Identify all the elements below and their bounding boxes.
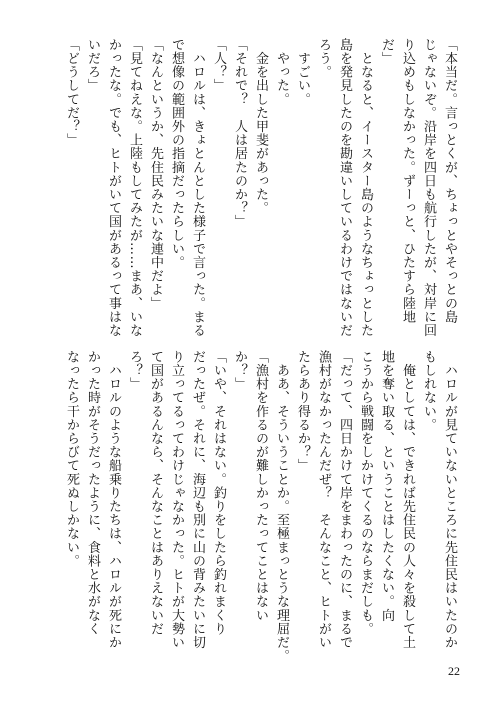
text-line: だったぜ。それに、海辺も別に山の背みたいに切 (190, 350, 205, 650)
text-line: こうから戦闘をしかけてくるのならまだしも。 (358, 350, 373, 636)
text-block-bottom (40, 350, 460, 663)
text-line: すごい。 (295, 38, 310, 106)
text-line: じゃないぞ。沿岸を四日も航行したが、対岸に回 (421, 38, 436, 338)
text-line: ハロルのような船乗りたちは、ハロルが死にか (106, 350, 121, 650)
text-line: かったな。でも、ヒトがいて国があるって事はな (106, 38, 121, 338)
text-line: り込めもしなかった。ずーっと、ひたすら陸地 (400, 38, 415, 324)
text-line: 「本当だ。言っとくが、ちょっとやそっとの島 (442, 38, 457, 324)
text-line: だ」 (379, 38, 394, 66)
text-line: 「だって、四日かけて岸をまわったのに、まるで (337, 350, 352, 650)
text-line: となると、イースター島のようなちょっとした (358, 38, 373, 338)
text-line: ろう。 (316, 38, 331, 79)
text-line: か？」 (232, 350, 247, 391)
text-line: やった。 (274, 38, 289, 106)
text-line: いだろ」 (85, 38, 100, 93)
text-line: 「それで？ 人は居たのか？」 (232, 38, 247, 229)
page-number: 22 (448, 664, 460, 678)
text-line: 漁村がなかったんだぜ？ そんなこと、ヒトがい (316, 350, 331, 650)
text-line: 「いや、それはない。釣りをしたら釣れまくり (211, 350, 226, 636)
text-line: 金を出した甲斐があった。 (253, 38, 268, 215)
text-line: 島を発見したのを勘違いしているわけではないだ (337, 38, 352, 338)
text-line: て国があるんなら、そんなことはありえないだ (148, 350, 163, 636)
text-line: 「なんというか、先住民みたいな連中だよ」 (148, 38, 163, 310)
text-line: なったら干からびて死ぬしかない。 (64, 350, 79, 568)
text-line: ハロルが見ていないところに先住民はいたのか (442, 350, 457, 650)
text-line: 「どうしてだ？」 (64, 38, 79, 147)
text-line: 「人？」 (211, 38, 226, 93)
text-line: 地を奪い取る、ということはしたくない。向 (379, 350, 394, 622)
text-line: かった時がそうだったように、食料と水がなく (85, 350, 100, 636)
text-line: 俺としては、できれば先住民の人々を殺して土 (400, 350, 415, 650)
text-line: ろ？」 (127, 350, 142, 391)
text-line: ああ、そういうことか。至極まっとうな理屈だ。 (274, 350, 289, 663)
text-line: り立ってるってわけじゃなかった。ヒトが大勢い (169, 350, 184, 650)
text-line: ハロルは、きょとんとした様子で言った。まる (190, 38, 205, 338)
text-line: 「漁村を作るのが難しかったってことはない (253, 350, 268, 622)
text-line: もしれない。 (421, 350, 436, 432)
text-block-top (40, 38, 460, 338)
text-line: たらあり得るか？」 (295, 350, 310, 473)
text-line: 「見てねえな。上陸もしてみたが……まあ、いな (127, 38, 142, 338)
text-line: で想像の範囲外の指摘だったらしい。 (169, 38, 184, 270)
